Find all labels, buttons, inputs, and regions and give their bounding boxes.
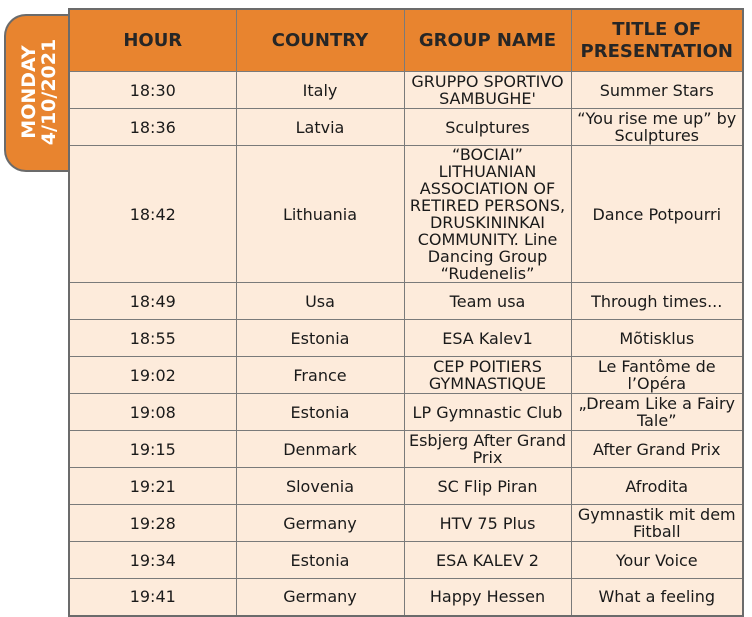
day-name: MONDAY	[18, 45, 40, 139]
group-cell: LP Gymnastic Club	[404, 394, 571, 431]
header-hour: HOUR	[69, 9, 236, 72]
day-label	[19, 39, 59, 145]
header-row	[69, 9, 743, 72]
table-row	[69, 320, 743, 357]
group-cell: Team usa	[404, 283, 571, 320]
table-row	[69, 357, 743, 394]
country-cell: Estonia	[236, 394, 404, 431]
country-cell: Germany	[236, 579, 404, 616]
title-cell: „Dream Like a Fairy Tale”	[571, 394, 743, 431]
table-row	[69, 542, 743, 579]
title-cell: Your Voice	[571, 542, 743, 579]
country-cell: Usa	[236, 283, 404, 320]
hour-cell: 19:15	[69, 431, 236, 468]
country-cell: Estonia	[236, 320, 404, 357]
group-cell: SC Flip Piran	[404, 468, 571, 505]
title-cell: Mõtisklus	[571, 320, 743, 357]
table-row	[69, 109, 743, 146]
country-cell: Latvia	[236, 109, 404, 146]
hour-cell: 19:28	[69, 505, 236, 542]
table-row	[69, 72, 743, 109]
title-cell: Afrodita	[571, 468, 743, 505]
country-cell: Estonia	[236, 542, 404, 579]
country-cell: Denmark	[236, 431, 404, 468]
group-cell: ESA KALEV 2	[404, 542, 571, 579]
title-cell: After Grand Prix	[571, 431, 743, 468]
title-cell: What a feeling	[571, 579, 743, 616]
group-cell: Sculptures	[404, 109, 571, 146]
title-cell: Summer Stars	[571, 72, 743, 109]
header-title: TITLE OF PRESENTATION	[571, 9, 743, 72]
table-row	[69, 579, 743, 616]
hour-cell: 19:21	[69, 468, 236, 505]
table-row	[69, 283, 743, 320]
group-cell: “BOCIAI” LITHUANIAN ASSOCIATION OF RETIRED PERSONS, DRUSKININKAI COMMUNITY. Line Dancing Group “Rudenelis”	[404, 146, 571, 283]
group-cell: CEP POITIERS GYMNASTIQUE	[404, 357, 571, 394]
hour-cell: 18:49	[69, 283, 236, 320]
group-cell: Esbjerg After Grand Prix	[404, 431, 571, 468]
schedule-table	[68, 8, 744, 617]
title-cell: Gymnastik mit dem Fitball	[571, 505, 743, 542]
group-cell: Happy Hessen	[404, 579, 571, 616]
group-cell: HTV 75 Plus	[404, 505, 571, 542]
day-date: 4/10/2021	[38, 38, 60, 146]
hour-cell: 19:34	[69, 542, 236, 579]
hour-cell: 18:55	[69, 320, 236, 357]
header-country: COUNTRY	[236, 9, 404, 72]
hour-cell: 19:08	[69, 394, 236, 431]
hour-cell: 19:02	[69, 357, 236, 394]
group-cell: GRUPPO SPORTIVO SAMBUGHE'	[404, 72, 571, 109]
title-cell: “You rise me up” by Sculptures	[571, 109, 743, 146]
title-cell: Dance Potpourri	[571, 146, 743, 283]
header-group-name: GROUP NAME	[404, 9, 571, 72]
title-cell: Le Fantôme de l’Opéra	[571, 357, 743, 394]
hour-cell: 18:42	[69, 146, 236, 283]
country-cell: Lithuania	[236, 146, 404, 283]
country-cell: France	[236, 357, 404, 394]
country-cell: Germany	[236, 505, 404, 542]
table-row	[69, 146, 743, 283]
country-cell: Slovenia	[236, 468, 404, 505]
group-cell: ESA Kalev1	[404, 320, 571, 357]
hour-cell: 18:36	[69, 109, 236, 146]
hour-cell: 19:41	[69, 579, 236, 616]
table-row	[69, 505, 743, 542]
hour-cell: 18:30	[69, 72, 236, 109]
table-row	[69, 394, 743, 431]
title-cell: Through times...	[571, 283, 743, 320]
table-row	[69, 468, 743, 505]
country-cell: Italy	[236, 72, 404, 109]
table-row	[69, 431, 743, 468]
